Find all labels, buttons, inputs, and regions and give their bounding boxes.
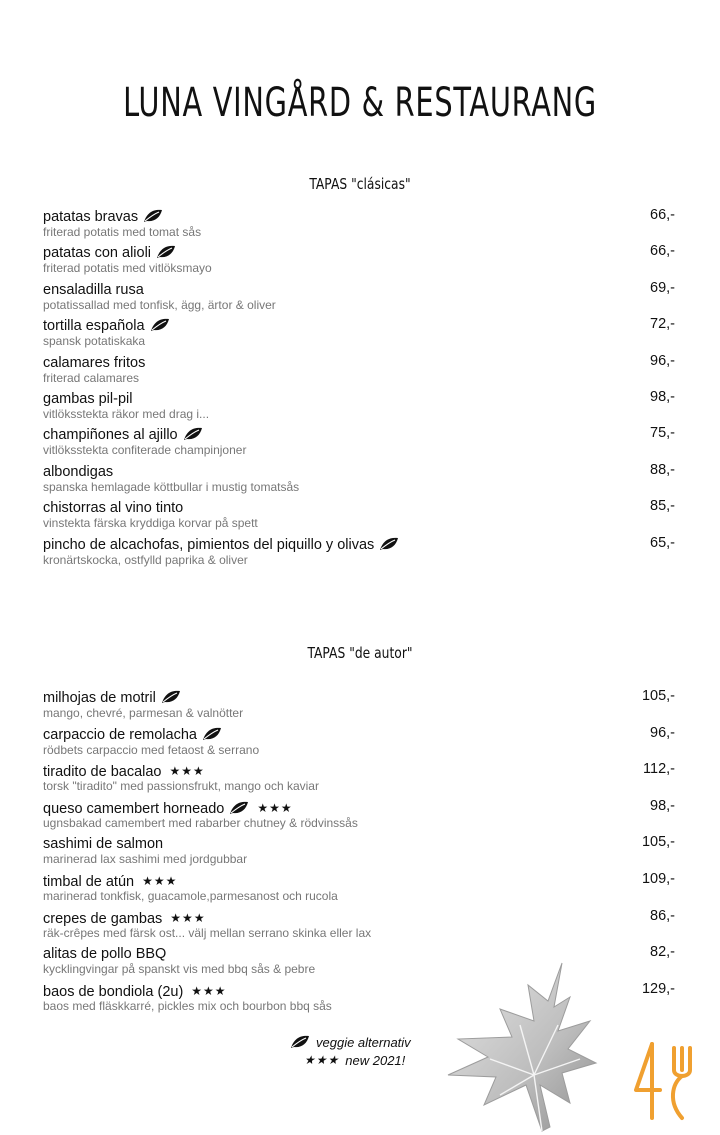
item-description: friterad calamares xyxy=(43,370,140,385)
item-name-text: alitas de pollo BBQ xyxy=(43,946,167,963)
menu-item xyxy=(43,244,683,280)
section-heading-clasicas: TAPAS "clásicas" xyxy=(309,175,411,193)
item-name-text: calamares fritos xyxy=(43,354,146,371)
item-name xyxy=(43,536,399,554)
item-description: vitlöksstekta confiterade champinjoner xyxy=(43,443,247,458)
item-name-text: timbal de atún xyxy=(43,874,135,890)
menu-item xyxy=(43,317,683,353)
menu-item xyxy=(43,536,683,572)
stars-icon: ★★★ xyxy=(170,910,206,925)
menu-item xyxy=(43,463,683,499)
menu-item xyxy=(43,281,683,317)
menu-item xyxy=(43,726,683,762)
item-price: 112,- xyxy=(643,761,675,778)
item-price: 96,- xyxy=(650,352,675,369)
legend xyxy=(290,1035,411,1071)
item-name-text: tortilla española xyxy=(43,318,145,335)
item-description: räk-crêpes med färsk ost... välj mellan serrano skinka eller lax xyxy=(43,925,372,940)
item-name xyxy=(43,281,144,299)
leaf-icon xyxy=(143,209,163,223)
item-name-text: champiñones al ajillo xyxy=(43,427,178,444)
leaf-icon xyxy=(150,318,170,332)
menu-item xyxy=(43,689,683,725)
item-description: vitlöksstekta räkor med drag i... xyxy=(43,407,210,421)
menu-item xyxy=(43,872,683,908)
item-name xyxy=(43,354,145,372)
item-price: 66,- xyxy=(650,207,675,223)
menu-item xyxy=(43,909,683,945)
item-price: 88,- xyxy=(650,461,675,478)
leaf-icon xyxy=(156,245,176,259)
item-description: spanska hemlagade köttbullar i mustig tomatsås xyxy=(43,479,300,494)
item-name-text: tiradito de bacalao xyxy=(43,764,162,781)
item-name xyxy=(43,244,176,262)
menu-item xyxy=(43,762,683,798)
item-name xyxy=(43,463,113,481)
menu-item xyxy=(43,426,683,462)
fork-knife-logo-icon xyxy=(630,1040,706,1122)
item-name xyxy=(43,208,163,226)
item-description: vinstekta färska kryddiga korvar på spett xyxy=(43,516,258,531)
item-name xyxy=(43,390,132,408)
item-name-text: gambas pil-pil xyxy=(43,391,133,407)
stars-icon: ★★★ xyxy=(191,983,227,998)
item-price: 98,- xyxy=(650,797,675,814)
leaf-icon xyxy=(379,537,399,551)
item-description: friterad potatis med tomat sås xyxy=(43,225,202,239)
item-name-text: queso camembert horneado xyxy=(43,800,225,817)
legend-veggie xyxy=(290,1035,411,1053)
leaf-icon xyxy=(202,727,222,741)
menu-item xyxy=(43,835,683,871)
item-name-text: crepes de gambas xyxy=(43,910,163,927)
item-name-text: patatas bravas xyxy=(43,209,139,225)
leaf-icon xyxy=(161,690,181,704)
item-description: baos med fläskkarré, pickles mix och bourbon bbq sås xyxy=(43,998,332,1013)
menu-item xyxy=(43,799,683,835)
item-name xyxy=(43,689,181,707)
item-price: 69,- xyxy=(650,279,675,296)
leaf-icon xyxy=(290,1035,310,1049)
item-name xyxy=(43,945,166,963)
item-description: friterad potatis med vitlöksmayo xyxy=(43,261,212,276)
leaf-icon xyxy=(229,801,249,815)
section-heading-autor: TAPAS "de autor" xyxy=(307,644,413,662)
item-price: 105,- xyxy=(641,834,675,851)
item-name-text: chistorras al vino tinto xyxy=(43,500,184,517)
item-name-text: baos de bondiola (2u) xyxy=(43,983,184,1000)
menu-item xyxy=(43,354,683,390)
item-price: 98,- xyxy=(650,389,675,405)
item-name-text: patatas con alioli xyxy=(43,245,152,262)
item-description: kycklingvingar på spanskt vis med bbq sås & pebre xyxy=(43,962,316,977)
item-price: 82,- xyxy=(650,944,675,961)
page-title: LUNA VINGÅRD & RESTAURANG xyxy=(123,80,597,126)
item-description: torsk "tiradito" med passionsfrukt, mango och kaviar xyxy=(43,779,319,794)
item-description: rödbets carpaccio med fetaost & serrano xyxy=(43,742,260,757)
leaf-icon xyxy=(183,427,203,441)
menu-item xyxy=(43,390,683,426)
item-description: potatissallad med tonfisk, ägg, ärtor & oliver xyxy=(43,297,276,312)
item-name xyxy=(43,499,183,517)
item-description: kronärtskocka, ostfylld paprika & oliver xyxy=(43,552,248,567)
item-name-text: pincho de alcachofas, pimientos del piquillo y olivas xyxy=(43,536,375,553)
item-name xyxy=(43,835,163,853)
item-price: 129,- xyxy=(641,980,675,997)
item-description: spansk potatiskaka xyxy=(43,334,146,349)
legend-new xyxy=(290,1053,411,1071)
item-price: 109,- xyxy=(641,871,675,887)
item-name-text: ensaladilla rusa xyxy=(43,281,144,298)
stars-icon: ★★★ xyxy=(257,800,293,815)
stars-icon: ★★★ xyxy=(142,874,178,888)
maple-leaf-illustration xyxy=(430,955,610,1135)
item-price: 75,- xyxy=(650,425,675,442)
legend-veggie-label: veggie alternativ xyxy=(316,1035,411,1050)
item-description: mango, chevré, parmesan & valnötter xyxy=(43,706,244,720)
item-price: 85,- xyxy=(650,498,675,515)
item-price: 66,- xyxy=(650,243,675,260)
item-price: 65,- xyxy=(650,534,675,551)
stars-icon: ★★★ xyxy=(304,1053,340,1067)
item-price: 86,- xyxy=(650,907,675,924)
item-name xyxy=(43,317,170,335)
item-name-text: sashimi de salmon xyxy=(43,836,164,853)
menu-item xyxy=(43,208,683,244)
item-description: ugnsbakad camembert med rabarber chutney & rödvinssås xyxy=(43,815,358,830)
item-price: 72,- xyxy=(650,316,675,333)
item-name xyxy=(43,726,222,744)
item-description: marinerad lax sashimi med jordgubbar xyxy=(43,852,248,867)
legend-new-label: new 2021! xyxy=(345,1053,406,1068)
item-price: 105,- xyxy=(641,688,675,704)
stars-icon: ★★★ xyxy=(169,764,205,779)
item-name xyxy=(43,426,203,444)
item-name-text: albondigas xyxy=(43,463,114,480)
item-name-text: milhojas de motril xyxy=(43,690,156,706)
item-name-text: carpaccio de remolacha xyxy=(43,726,197,743)
menu-item xyxy=(43,499,683,535)
item-price: 96,- xyxy=(650,724,675,741)
item-description: marinerad tonkfisk, guacamole,parmesanost och rucola xyxy=(43,889,338,903)
